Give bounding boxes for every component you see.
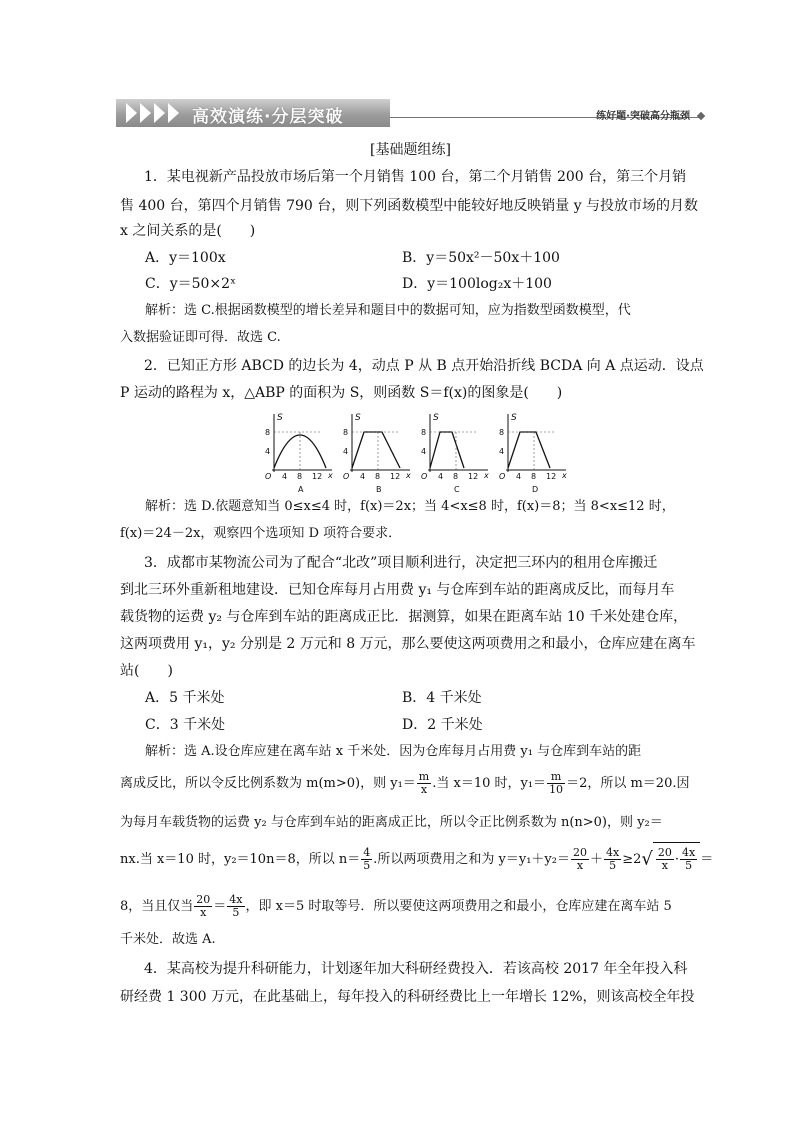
q1-solution-line1: 解析：选 C.根据函数模型的增长差异和题目中的数据可知，应为指数型函数模型，代 xyxy=(145,303,631,318)
chevron-icon xyxy=(126,103,137,123)
q1-line1: 1．某电视新产品投放市场后第一个月销售 100 台，第二个月销售 200 台，第三个月销 xyxy=(144,169,687,185)
q1-solution-line2: 入数据验证即可得．故选 C. xyxy=(120,330,281,345)
graph-curve xyxy=(274,435,326,468)
q3-line3: 载货物的运费 y₂ 与仓库到车站的距离成正比．据测算，如果在距离车站 10 千米处建仓库， xyxy=(120,609,688,625)
axis-label-s: S xyxy=(511,413,517,423)
q1-line2: 售 400 台，第四个月销售 790 台，则下列函数模型中能较好地反映销量 y 与投放市场的月数 xyxy=(120,198,699,214)
q1-option-d: D．y＝100log₂x＋100 xyxy=(402,276,552,292)
diamond-icon xyxy=(697,112,705,120)
q3-option-d: D．2 千米处 xyxy=(402,717,483,733)
tick-x: 8 xyxy=(531,472,537,481)
graph-a xyxy=(265,413,333,494)
chevron-icon xyxy=(168,103,179,123)
tick-x: 4 xyxy=(516,472,522,481)
q3-solution-line5: 8，当且仅当 $\frac{20}{x}$ ＝ $\frac{4x}{5}$ ，即 x＝5 时取等号．所以要使这两项费用之和最小，仓库应建在离车站 5 xyxy=(120,893,672,919)
q3-solution-line4: nx.当 x＝10 时，y₂＝10n＝8，所以 n＝ $\frac{4}{5}$ .所以两项费用之和为 y＝y₁＋y₂＝ $\frac{20}{x}$ ＋ $\frac{4x}{5}$ ≥2√ $\frac{20}{x}$ · $\frac{4x}{5}$ ＝ xyxy=(120,842,713,877)
q2-line1: 2．已知正方形 ABCD 的边长为 4，动点 P 从 B 点开始沿折线 BCDA 向 A 点运动．设点 xyxy=(144,358,704,374)
q3-line1: 3．成都市某物流公司为了配合“北改”项目顺利进行，决定把三环内的租用仓库搬迁 xyxy=(144,555,658,571)
graph-d xyxy=(499,413,567,494)
q4-line2: 研经费 1 300 万元，在此基础上，每年投入的科研经费比上一年增长 12%，则该高校全年投 xyxy=(120,989,695,1005)
tick-y: 4 xyxy=(265,447,271,456)
q3-line4: 这两项费用 y₁，y₂ 分别是 2 万元和 8 万元，那么要使这两项费用之和最小，仓库应建在离车 xyxy=(120,636,696,652)
axis-label-x: x xyxy=(406,471,411,480)
q3-solution-line2: 离成反比，所以令反比例系数为 m(m>0)，则 y₁＝ $\frac{m}{x}$ .当 x＝10 时，y₁＝ $\frac{m}{10}$ ＝2，所以 m＝20.因 xyxy=(120,770,690,796)
q1-option-c: C．y＝50×2ˣ xyxy=(145,276,237,292)
axis-label-s: S xyxy=(355,413,361,423)
banner-band xyxy=(116,99,390,127)
tick-x: 12 xyxy=(312,472,323,481)
tick-x: 8 xyxy=(297,472,303,481)
tick-x: 8 xyxy=(453,472,459,481)
tick-y: 8 xyxy=(343,428,349,437)
tick-x: 4 xyxy=(438,472,444,481)
graph-curve xyxy=(430,432,464,468)
banner-title: 高效演练·分层突破 xyxy=(192,107,344,127)
tick-y: 4 xyxy=(343,447,349,456)
axis-label-x: x xyxy=(562,471,567,480)
graph-option-label: D xyxy=(532,485,539,494)
q3-solution-line1: 解析：选 A.设仓库应建在离车站 x 千米处．因为仓库每月占用费 y₁ 与仓库到车站的距 xyxy=(145,744,642,759)
graph-option-label: A xyxy=(298,485,304,494)
q1-option-a: A．y＝100x xyxy=(145,250,226,266)
q1-line3: x 之间关系的是( ) xyxy=(120,223,256,239)
axis-label-x: x xyxy=(484,471,489,480)
q3-line5: 站( ) xyxy=(120,663,173,679)
q2-solution-line1: 解析：选 D.依题意知当 0≤x≤4 时，f(x)＝2x；当 4<x≤8 时，f(x)＝8；当 8<x≤12 时， xyxy=(145,499,675,514)
axis-label-s: S xyxy=(277,413,283,423)
q3-solution-line6: 千米处．故选 A. xyxy=(120,932,216,947)
graph-b xyxy=(343,413,411,494)
axis-label-s: S xyxy=(433,413,439,423)
tick-y: 8 xyxy=(265,428,271,437)
graph-option-label: B xyxy=(376,485,382,494)
tick-x: 12 xyxy=(546,472,557,481)
q3-option-a: A．5 千米处 xyxy=(145,690,225,706)
q4-line1: 4．某高校为提升科研能力，计划逐年加大科研经费投入．若该高校 2017 年全年投入科 xyxy=(144,961,688,977)
tick-x: 4 xyxy=(282,472,288,481)
graph-curve xyxy=(508,432,550,468)
axis-label-x: x xyxy=(328,471,333,480)
tick-y: 8 xyxy=(421,428,427,437)
tick-origin: O xyxy=(421,472,428,481)
chevron-icon xyxy=(154,103,165,123)
q3-option-b: B．4 千米处 xyxy=(402,690,482,706)
tick-x: 12 xyxy=(468,472,479,481)
tick-y: 8 xyxy=(499,428,505,437)
graph-curve xyxy=(352,432,400,468)
chevron-icon xyxy=(140,103,151,123)
q3-solution-line3: 为每月车载货物的运费 y₂ 与仓库到车站的距离成正比，所以令正比例系数为 n(n>0)，则 y₂＝ xyxy=(120,815,663,830)
graph-option-label: C xyxy=(454,485,460,494)
banner-slogan: 练好题·突破高分瓶颈 xyxy=(596,111,690,122)
section-title: [基础题组练] xyxy=(370,142,451,158)
q2-graphs xyxy=(262,408,567,494)
tick-origin: O xyxy=(265,472,272,481)
tick-x: 4 xyxy=(360,472,366,481)
tick-origin: O xyxy=(499,472,506,481)
tick-origin: O xyxy=(343,472,350,481)
q3-option-c: C．3 千米处 xyxy=(145,717,226,733)
tick-y: 4 xyxy=(499,447,505,456)
tick-x: 12 xyxy=(390,472,401,481)
q3-line2: 到北三环外重新租地建设．已知仓库每月占用费 y₁ 与仓库到车站的距离成反比，而每月车 xyxy=(120,582,675,598)
graph-c xyxy=(421,413,489,494)
tick-y: 4 xyxy=(421,447,427,456)
q2-solution-line2: f(x)＝24－2x，观察四个选项知 D 项符合要求． xyxy=(120,526,402,541)
tick-x: 8 xyxy=(375,472,381,481)
q2-line2: P 运动的路程为 x，△ABP 的面积为 S，则函数 S＝f(x)的图象是( ) xyxy=(120,385,563,401)
q1-option-b: B．y＝50x²－50x＋100 xyxy=(402,250,560,266)
header-banner xyxy=(116,99,706,127)
